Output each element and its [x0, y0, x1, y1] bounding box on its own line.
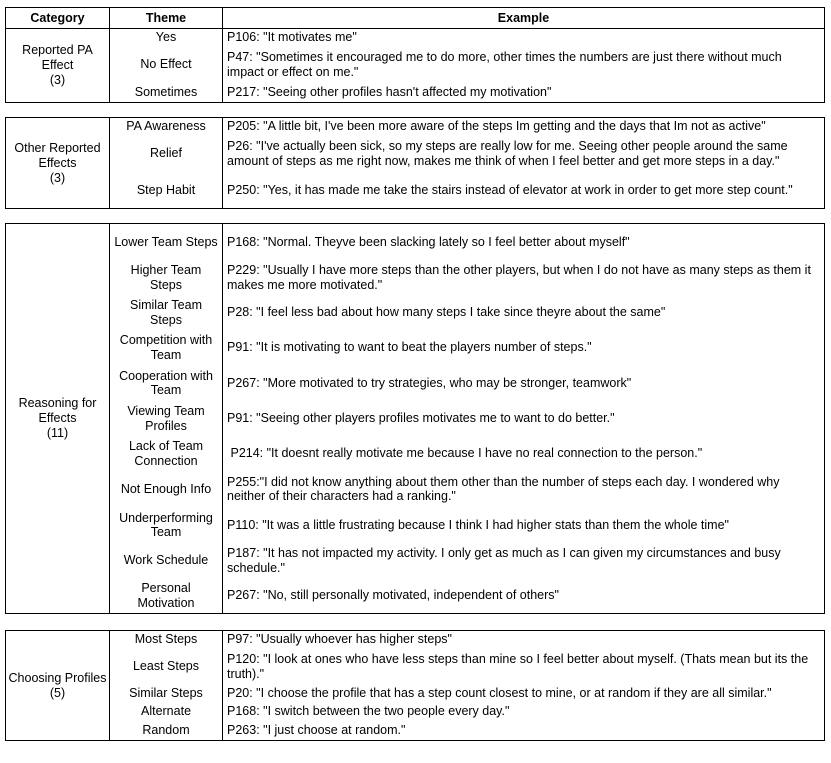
example-quote: P205: "A little bit, I've been more aware of the steps Im getting and the days that Im not as active" — [227, 119, 766, 134]
theme-cell — [109, 436, 222, 471]
table-header-row — [5, 7, 825, 29]
theme-cell — [109, 224, 222, 260]
example-quote: P187: "It has not impacted my activity. I only get as much as I can given my circumstances and busy schedule." — [227, 546, 785, 575]
example-cell — [222, 471, 824, 507]
example-quote: P255:"I did not know anything about them other than the number of steps each day. I wondered why neither of their characters had a ranking." — [227, 474, 783, 503]
example-quote: P267: "No, still personally motivated, independent of others" — [227, 588, 559, 603]
example-quote: P91: "Seeing other players profiles motivates me to want to do better." — [227, 411, 615, 426]
theme-cell — [109, 401, 222, 436]
example-quote: P263: "I just choose at random." — [227, 723, 406, 738]
theme-text: Lower Team Steps — [114, 234, 218, 249]
example-quote: P229: "Usually I have more steps than the other players, but when I do not have as many steps as them it makes me more motivated." — [227, 263, 815, 292]
theme-cell — [109, 260, 222, 295]
example-quote: P97: "Usually whoever has higher steps" — [227, 632, 452, 647]
example-cell — [222, 46, 824, 83]
category-name: Other Reported Effects — [14, 140, 101, 170]
themes-table — [5, 7, 825, 741]
theme-cell — [109, 135, 222, 172]
example-quote: P91: "It is motivating to want to beat the players number of steps." — [227, 340, 592, 355]
theme-cell — [109, 507, 222, 543]
theme-text: Relief — [150, 146, 182, 161]
theme-cell — [109, 578, 222, 613]
example-quote: P106: "It motivates me" — [227, 30, 357, 45]
example-cell — [222, 365, 824, 401]
example-quote: P267: "More motivated to try strategies, who may be stronger, teamwork" — [227, 375, 632, 390]
example-cell — [222, 401, 824, 436]
example-cell — [222, 295, 824, 330]
category-group — [5, 223, 825, 614]
theme-text: Competition with Team — [119, 333, 213, 362]
example-quote: P250: "Yes, it has made me take the stairs instead of elevator at work in order to get more step count." — [227, 182, 793, 197]
header-example: Example — [222, 8, 824, 28]
theme-cell — [109, 172, 222, 208]
theme-text: Viewing Team Profiles — [127, 404, 205, 433]
theme-text: Higher Team Steps — [130, 263, 202, 292]
theme-cell — [109, 471, 222, 507]
header-theme: Theme — [109, 8, 222, 28]
category-group — [5, 29, 825, 103]
example-cell — [222, 721, 824, 740]
category-name: Choosing Profiles — [8, 670, 107, 685]
example-cell — [222, 135, 824, 172]
example-cell — [222, 685, 824, 702]
theme-cell — [109, 685, 222, 702]
theme-cell — [109, 83, 222, 102]
theme-cell — [109, 118, 222, 135]
example-quote: P168: "I switch between the two people every day." — [227, 704, 510, 719]
example-quote: P217: "Seeing other profiles hasn't affected my motivation" — [227, 85, 552, 100]
theme-cell — [109, 543, 222, 578]
theme-text: PA Awareness — [126, 119, 206, 134]
category-name: Reasoning for Effects — [18, 396, 97, 425]
category-count: (11) — [46, 426, 69, 440]
example-cell — [222, 648, 824, 685]
theme-cell — [109, 631, 222, 648]
example-cell — [222, 29, 824, 46]
example-cell — [222, 507, 824, 543]
example-quote: P20: "I choose the profile that has a step count closest to mine, or at random if they are all similar." — [227, 686, 772, 701]
category-cell — [6, 118, 109, 208]
category-cell — [6, 29, 109, 102]
theme-text: Not Enough Info — [120, 481, 212, 496]
example-cell — [222, 224, 824, 260]
theme-text: Random — [142, 723, 190, 738]
theme-cell — [109, 721, 222, 740]
category-name: Reported PA Effect — [22, 43, 93, 72]
theme-cell — [109, 702, 222, 721]
theme-text: Step Habit — [136, 182, 196, 197]
theme-text: Personal Motivation — [137, 581, 195, 610]
theme-cell — [109, 365, 222, 401]
example-quote: P214: "It doesnt really motivate me because I have no real connection to the person." — [227, 446, 703, 461]
theme-text: Work Schedule — [123, 553, 209, 568]
category-count: (3) — [49, 170, 66, 185]
example-quote: P28: "I feel less bad about how many steps I take since theyre about the same" — [227, 305, 666, 320]
theme-cell — [109, 46, 222, 83]
table-body — [5, 29, 825, 741]
theme-cell — [109, 330, 222, 365]
category-group — [5, 630, 825, 741]
example-quote: P47: "Sometimes it encouraged me to do more, other times the numbers are just there without much impact or effect on me." — [227, 50, 786, 79]
theme-text: Sometimes — [134, 85, 198, 100]
theme-text: Most Steps — [134, 632, 198, 647]
example-cell — [222, 260, 824, 295]
category-count: (5) — [49, 685, 66, 700]
example-cell — [222, 436, 824, 471]
theme-text: Alternate — [140, 704, 192, 719]
theme-text: Similar Team Steps — [129, 298, 202, 327]
category-text — [9, 671, 107, 701]
example-cell — [222, 702, 824, 721]
example-cell — [222, 543, 824, 578]
example-quote: P120: "I look at ones who have less steps than mine so I feel better about myself. (Thats mean but its the truth)." — [227, 652, 812, 681]
theme-text: Yes — [155, 30, 177, 45]
category-text — [6, 141, 109, 186]
example-quote: P168: "Normal. Theyve been slacking lately so I feel better about myself" — [227, 234, 630, 249]
theme-cell — [109, 29, 222, 46]
theme-cell — [109, 295, 222, 330]
example-cell — [222, 578, 824, 613]
example-cell — [222, 330, 824, 365]
example-cell — [222, 172, 824, 208]
theme-text: Similar Steps — [129, 686, 203, 701]
example-cell — [222, 83, 824, 102]
theme-text: No Effect — [140, 57, 192, 72]
example-quote: P110: "It was a little frustrating because I think I had higher stats than them the whole time" — [227, 517, 729, 532]
theme-text: Least Steps — [132, 659, 199, 674]
category-count: (3) — [49, 73, 66, 87]
theme-text: Cooperation with Team — [119, 368, 213, 397]
theme-cell — [109, 648, 222, 685]
theme-text: Underperforming Team — [119, 510, 213, 539]
example-cell — [222, 118, 824, 135]
category-group — [5, 117, 825, 209]
header-category: Category — [30, 11, 85, 25]
category-text — [6, 396, 109, 441]
category-cell — [6, 631, 109, 740]
theme-text: Lack of Team Connection — [128, 439, 204, 468]
example-cell — [222, 631, 824, 648]
example-quote: P26: "I've actually been sick, so my steps are really low for me. Seeing other people around the same amount of steps as me right now, makes me think of when I feel better and get more steps in a day." — [227, 139, 792, 168]
category-text — [6, 43, 109, 88]
category-cell — [6, 224, 109, 613]
